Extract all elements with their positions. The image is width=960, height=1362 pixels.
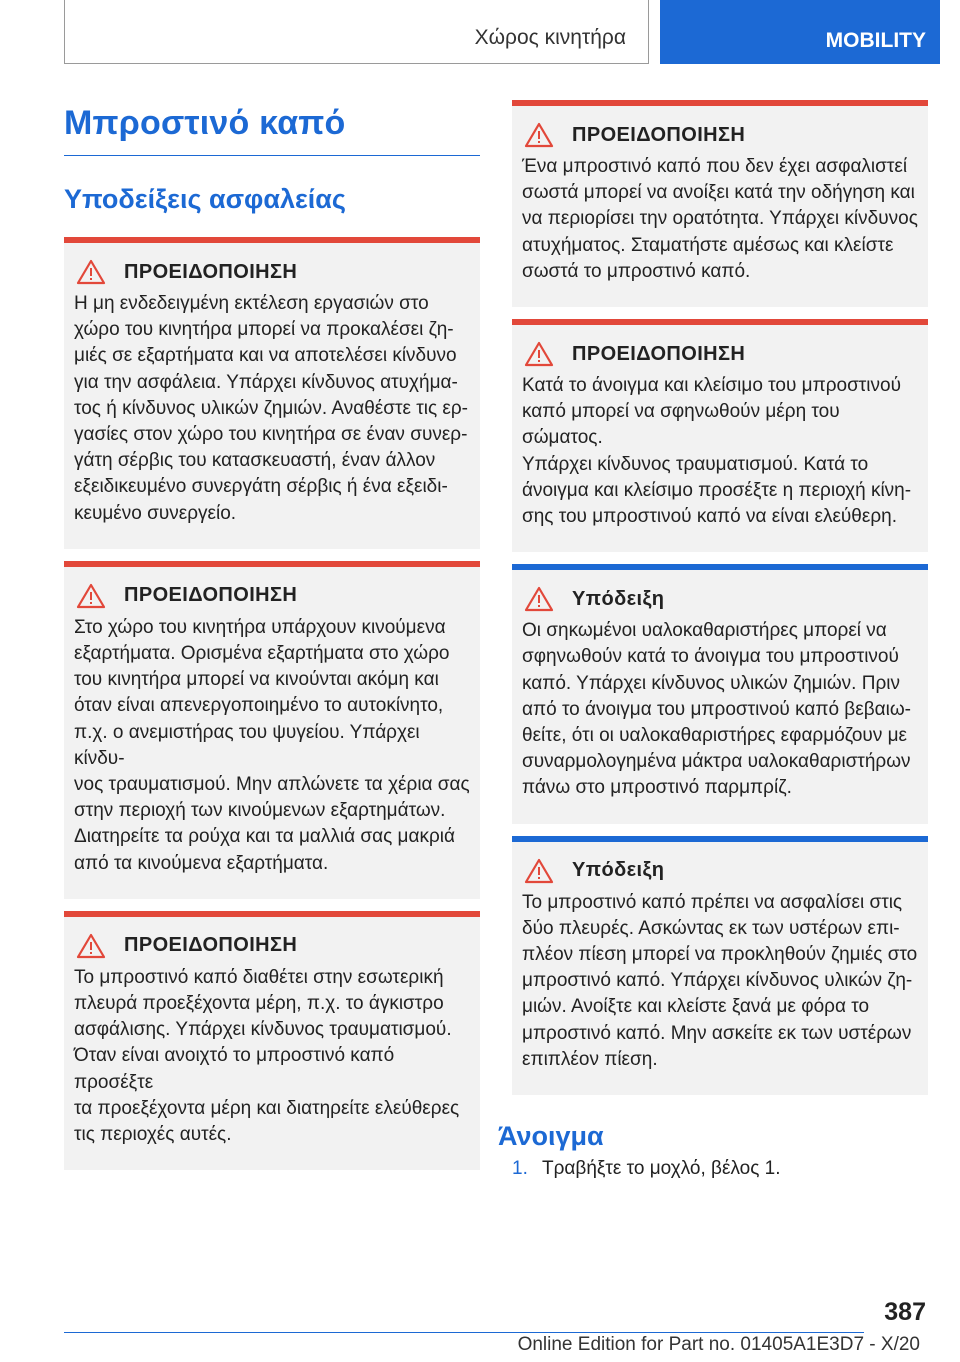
warning-text xyxy=(74,965,470,1148)
warning-title: ΠΡΟΕΙΔΟΠΟΙΗΣΗ xyxy=(124,260,298,283)
note-text xyxy=(522,618,918,801)
text-line: μπροστινό καπό. Μην ασκείτε εκ των υστέρων xyxy=(522,1022,912,1044)
text-line: εξαρτήματα. Ορισμένα εξαρτήματα στο χώρο xyxy=(74,643,450,665)
text-line: Στο χώρο του κινητήρα υπάρχουν κινούμενα xyxy=(74,616,446,638)
header-tab-label: MOBILITY xyxy=(825,29,926,52)
warning-title: ΠΡΟΕΙΔΟΠΟΙΗΣΗ xyxy=(572,123,746,146)
warning-box-header xyxy=(524,122,918,148)
warning-box xyxy=(64,911,480,1170)
text-line: άνοιγμα και κλείσιμο προσέξτε η περιοχή κίνη- xyxy=(522,479,912,501)
text-line: Η μη ενδεδειγμένη εκτέλεση εργασιών στο xyxy=(74,293,429,314)
text-line: Ένα μπροστινό καπό που δεν έχει ασφαλιστεί xyxy=(522,156,908,177)
text-line: δύο πλευρές. Ασκώντας εκ των υστέρων επι- xyxy=(522,917,900,939)
text-line: γασίες στον χώρο του κινητήρα σε έναν συνερ- xyxy=(74,424,468,446)
list-item xyxy=(512,1158,928,1180)
warning-text xyxy=(522,154,918,285)
text-line: τος ή κίνδυνος υλικών ζημιών. Αναθέστε τις ερ- xyxy=(74,397,468,419)
text-line: μπροστινό καπό. Υπάρχει κίνδυνος υλικών ζη- xyxy=(522,970,913,992)
warning-triangle-icon xyxy=(524,341,554,367)
warning-title: ΠΡΟΕΙΔΟΠΟΙΗΣΗ xyxy=(124,584,298,607)
text-line: σης του μπροστινού καπό να είναι ελεύθερη. xyxy=(522,506,897,528)
text-line: εξειδικευμένο συνεργάτη σέρβις ή ένα εξειδι- xyxy=(74,476,448,498)
text-line: μιές σε εξαρτήματα και να αποτελέσει κίνδυνο xyxy=(74,345,457,367)
warning-title: ΠΡΟΕΙΔΟΠΟΙΗΣΗ xyxy=(124,934,298,957)
header-section-frame xyxy=(64,0,649,64)
text-line: του κινητήρα μπορεί να κινούνται ακόμη και xyxy=(74,669,439,691)
text-line: να περιορίσει την ορατότητα. Υπάρχει κίνδυνος xyxy=(522,208,918,230)
safety-heading: Υποδείξεις ασφαλείας xyxy=(64,184,346,214)
text-line: ατυχήματος. Σταματήστε αμέσως και κλείστε xyxy=(522,234,894,256)
warning-box-header xyxy=(524,341,918,367)
note-box-header xyxy=(524,858,918,884)
page-title: Μπροστινό καπό xyxy=(64,104,480,156)
warning-triangle-icon xyxy=(524,122,554,148)
note-box xyxy=(512,564,928,823)
warning-box xyxy=(512,100,928,307)
text-line: νος τραυματισμού. Μην απλώνετε τα χέρια σας xyxy=(74,774,470,796)
text-line: πάνω στο μπροστινό παρμπρίζ. xyxy=(522,777,792,799)
text-line: καπό μπορεί να σφηνωθούν μέρη του σώματος. xyxy=(522,401,840,449)
note-title: Υπόδειξη xyxy=(572,587,665,610)
warning-triangle-icon xyxy=(524,586,554,612)
warning-triangle-icon xyxy=(76,933,106,959)
note-text xyxy=(522,890,918,1073)
text-line: στην περιοχή των κινούμενων εξαρτημάτων. xyxy=(74,800,446,822)
warning-box xyxy=(64,561,480,899)
warning-title: ΠΡΟΕΙΔΟΠΟΙΗΣΗ xyxy=(572,342,746,365)
warning-triangle-icon xyxy=(76,583,106,609)
text-line: π.χ. ο ανεμιστήρας του ψυγείου. Υπάρχει κίνδυ- xyxy=(74,721,420,769)
text-line: ασφάλισης. Υπάρχει κίνδυνος τραυματισμού. xyxy=(74,1019,452,1041)
text-line: Διατηρείτε τα ρούχα και τα μαλλιά σας μακριά xyxy=(74,826,455,848)
header-tab-mobility[interactable] xyxy=(660,0,940,64)
text-line: πλευρά προεξέχοντα μέρη, π.χ. το άγκιστρο xyxy=(74,993,444,1015)
text-line: κευμένο συνεργείο. xyxy=(74,502,237,524)
text-line: σωστά μπορεί να ανοίξει κατά την οδήγηση και xyxy=(522,182,915,204)
footer-divider xyxy=(64,1332,864,1333)
left-column xyxy=(64,100,480,1182)
text-line: από το άνοιγμα του μπροστινού καπό βεβαιω- xyxy=(522,698,911,720)
right-column xyxy=(498,100,928,1180)
warning-box-header xyxy=(76,259,470,285)
text-line: Το μπροστινό καπό πρέπει να ασφαλίσει στις xyxy=(522,891,903,913)
warning-box-header xyxy=(76,583,470,609)
warning-box-header xyxy=(76,933,470,959)
text-line: τις περιοχές αυτές. xyxy=(74,1124,232,1146)
warning-text xyxy=(74,291,470,527)
note-title: Υπόδειξη xyxy=(572,859,665,882)
text-line: σφηνωθούν κατά το άνοιγμα του μπροστινού xyxy=(522,646,899,668)
text-line: Το μπροστινό καπό διαθέτει στην εσωτερική xyxy=(74,966,444,988)
note-box xyxy=(512,836,928,1095)
note-box-header xyxy=(524,586,918,612)
warning-triangle-icon xyxy=(524,858,554,884)
warning-text xyxy=(522,373,918,530)
text-line: τα προεξέχοντα μέρη και διατηρείτε ελεύθερες xyxy=(74,1097,460,1119)
opening-heading: Άνοιγμα xyxy=(498,1121,604,1152)
text-line: από τα κινούμενα εξαρτήματα. xyxy=(74,852,329,874)
text-line: Κατά το άνοιγμα και κλείσιμο του μπροστινού xyxy=(522,375,901,397)
page-number: 387 xyxy=(884,1298,926,1326)
header-section-title: Χώρος κινητήρα xyxy=(474,26,626,49)
text-line: Υπάρχει κίνδυνος τραυματισμού. Κατά το xyxy=(522,453,869,475)
text-line: θείτε, ότι οι υαλοκαθαριστήρες εφαρμόζουν με xyxy=(522,725,908,747)
text-line: πλέον πίεση μπορεί να προκληθούν ζημιές στο xyxy=(522,944,918,966)
footer-edition: Online Edition for Part no. 01405A1E3D7 - X/20 xyxy=(517,1334,920,1355)
list-number: 1. xyxy=(512,1158,528,1180)
text-line: Οι σηκωμένοι υαλοκαθαριστήρες μπορεί να xyxy=(522,620,887,642)
text-line: για την ασφάλεια. Υπάρχει κίνδυνος ατυχήμα- xyxy=(74,371,458,393)
text-line: γάτη σέρβις του κατασκευαστή, έναν άλλον xyxy=(74,450,436,472)
text-line: Όταν είναι ανοιχτό το μπροστινό καπό προσέξτε xyxy=(74,1045,395,1093)
text-line: μιών. Ανοίξτε και κλείστε ξανά με φόρα το xyxy=(522,996,870,1018)
warning-triangle-icon xyxy=(76,259,106,285)
warning-box xyxy=(64,237,480,549)
text-line: επιπλέον πίεση. xyxy=(522,1048,658,1070)
text-line: χώρο του κινητήρα μπορεί να προκαλέσει ζη- xyxy=(74,319,454,341)
text-line: όταν είναι απενεργοποιημένο το αυτοκίνητο, xyxy=(74,695,444,717)
text-line: συναρμολογημένα μάκτρα υαλοκαθαριστήρων xyxy=(522,751,911,773)
text-line: καπό. Υπάρχει κίνδυνος υλικών ζημιών. Πριν xyxy=(522,672,900,694)
list-text: Τραβήξτε το μοχλό, βέλος 1. xyxy=(542,1158,781,1180)
warning-text xyxy=(74,615,470,877)
text-line: σωστά το μπροστινό καπό. xyxy=(522,260,751,282)
warning-box xyxy=(512,319,928,552)
